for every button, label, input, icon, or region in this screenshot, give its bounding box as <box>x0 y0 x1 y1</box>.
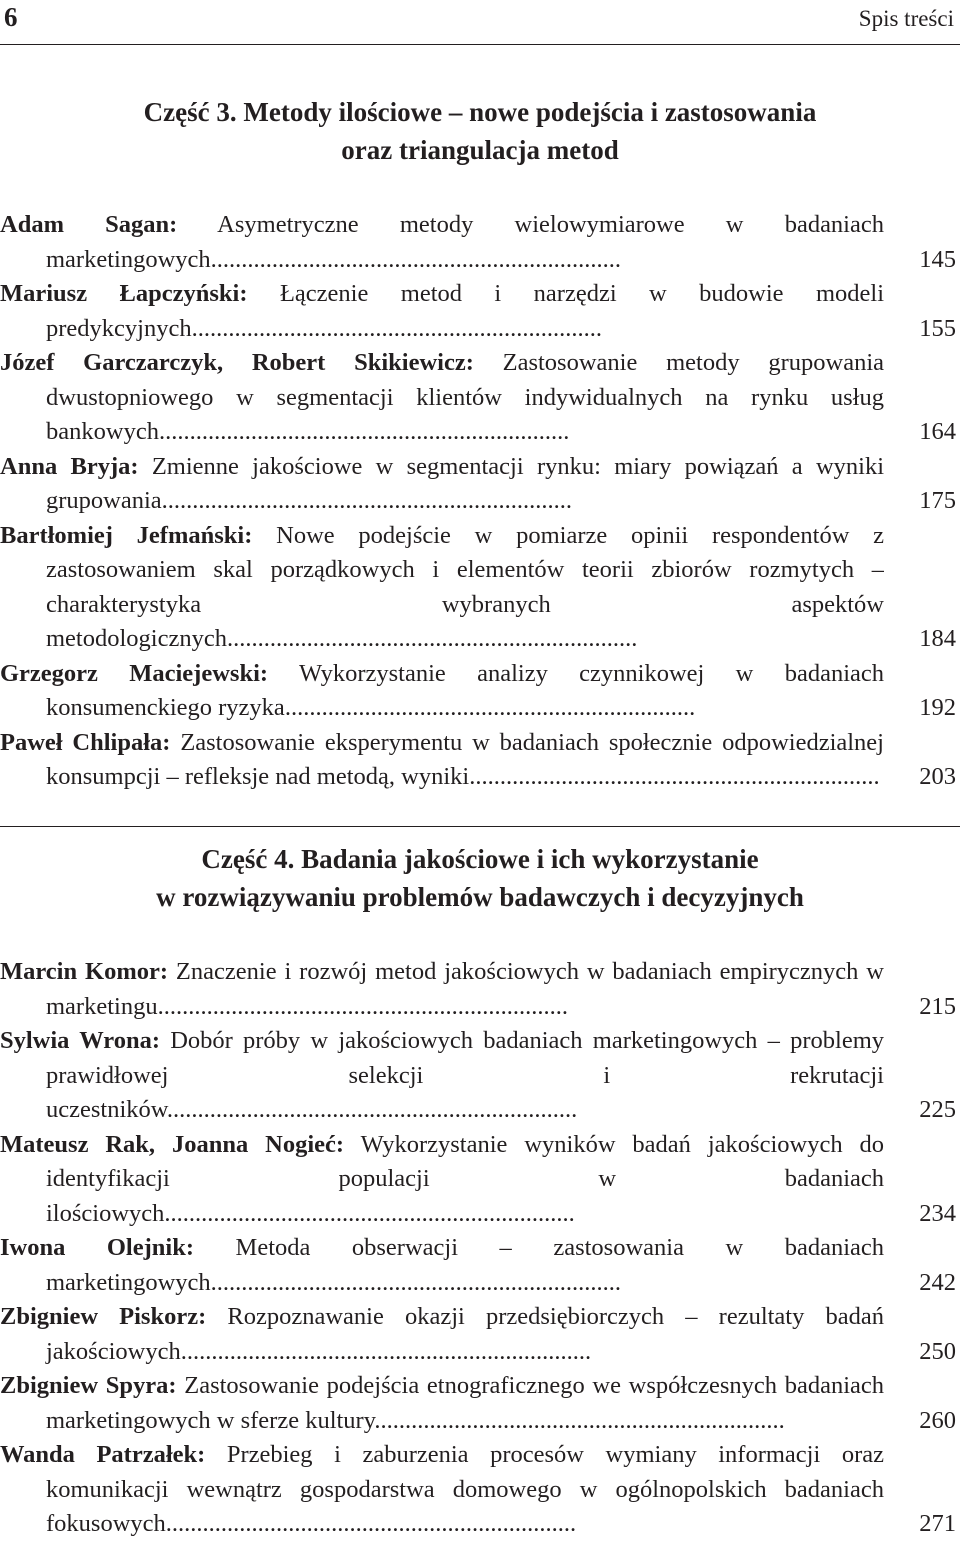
dot-leaders: ................................................................... <box>165 1510 577 1537</box>
entry-page: 145 <box>919 245 956 273</box>
running-head: Spis treści <box>858 6 954 31</box>
part4-heading <box>0 840 960 916</box>
entry-page: 225 <box>919 1096 956 1123</box>
entry-title: Zmienne jakościowe w segmentacji rynku: miary powiązań a wyniki grupowania <box>46 452 884 514</box>
toc-entry[interactable] <box>0 1128 960 1232</box>
entry-author: Iwona Olejnik: <box>0 1234 194 1261</box>
entry-author: Anna Bryja: <box>0 452 139 480</box>
entry-title: Zastosowanie eksperymentu w badaniach społecznie odpowiedzialnej konsumpcji – refleksje nad metodą, wyniki <box>46 728 884 790</box>
entry-author: Adam Sagan: <box>0 211 178 238</box>
header-rule <box>0 44 960 45</box>
entry-title: Znaczenie i rozwój metod jakościowych w badaniach empirycznych w marketingu <box>46 958 884 1020</box>
entry-page: 234 <box>919 1199 956 1227</box>
dot-leaders: ................................................................... <box>180 1337 592 1365</box>
part3-title-line1: Część 3. Metody ilościowe – nowe podejścia i zastosowania <box>143 97 817 127</box>
toc-entry[interactable] <box>0 1369 960 1438</box>
part3-toc <box>0 208 960 795</box>
toc-entry[interactable] <box>0 1300 960 1369</box>
entry-title: Asymetryczne metody wielowymiarowe w badaniach marketingowych <box>46 211 884 273</box>
part4-toc <box>0 955 960 1542</box>
part3-title <box>0 93 960 169</box>
toc-entry[interactable] <box>0 208 960 277</box>
entry-page: 164 <box>919 418 956 445</box>
entry-title: Wykorzystanie wyników badań jakościowych do identyfikacji populacji w badaniach ilościowych <box>46 1130 884 1227</box>
entry-page: 250 <box>919 1337 956 1365</box>
toc-entry[interactable] <box>0 657 960 726</box>
page-number: 6 <box>4 2 18 32</box>
section-rule <box>0 826 960 827</box>
entry-title: Dobór próby w jakościowych badaniach marketingowych – problemy prawidłowej selekcji i rekrutacji uczestników <box>46 1027 884 1123</box>
dot-leaders: ................................................................... <box>161 487 573 514</box>
entry-author: Zbigniew Spyra: <box>0 1372 177 1399</box>
part4-title-line2: w rozwiązywaniu problemów badawczych i decyzyjnych <box>156 882 804 912</box>
entry-title: Łączenie metod i narzędzi w budowie modeli predykcyjnych <box>46 280 884 342</box>
entry-page: 260 <box>919 1406 956 1434</box>
toc-entry[interactable] <box>0 1024 960 1128</box>
entry-author: Sylwia Wrona: <box>0 1027 160 1054</box>
entry-title: Rozpoznawanie okazji przedsiębiorczych – rezultaty badań jakościowych <box>46 1303 884 1365</box>
entry-author: Bartłomiej Jefmański: <box>0 521 253 549</box>
toc-entry[interactable] <box>0 955 960 1024</box>
dot-leaders: ................................................................... <box>374 1406 785 1434</box>
entry-title: Przebieg i zaburzenia procesów wymiany informacji oraz komunikacji wewnątrz gospodarstwa domowego w ogólnopolskich badaniach fokusowych <box>46 1441 884 1537</box>
dot-leaders: ................................................................... <box>210 245 622 273</box>
entry-title: Nowe podejście w pomiarze opinii respondentów z zastosowaniem skal porządkowych i elementów teorii zbiorów rozmytych – charakterystyka wybranych aspektów metodologicznych <box>46 521 884 652</box>
page-header <box>0 0 960 44</box>
dot-leaders: ................................................................... <box>191 314 602 342</box>
entry-title: Metoda obserwacji – zastosowania w badaniach marketingowych <box>46 1234 884 1296</box>
dot-leaders: ................................................................... <box>469 763 880 790</box>
toc-entry[interactable] <box>0 346 960 450</box>
entry-author: Mateusz Rak, Joanna Nogieć: <box>0 1130 345 1158</box>
entry-title: Wykorzystanie analizy czynnikowej w badaniach konsumenckiego ryzyka <box>46 659 884 721</box>
entry-author: Józef Garczarczyk, Robert Skikiewicz: <box>0 349 474 376</box>
entry-page: 215 <box>919 992 956 1020</box>
part4-title <box>0 840 960 916</box>
entry-author: Paweł Chlipała: <box>0 728 171 756</box>
entry-author: Marcin Komor: <box>0 958 169 985</box>
part4-title-line1: Część 4. Badania jakościowe i ich wykorzystanie <box>201 844 759 874</box>
dot-leaders: ................................................................... <box>166 1096 578 1123</box>
toc-entry[interactable] <box>0 277 960 346</box>
toc-entry[interactable] <box>0 1438 960 1542</box>
entry-page: 155 <box>919 314 956 342</box>
entry-author: Mariusz Łapczyński: <box>0 280 248 307</box>
entry-title: Zastosowanie podejścia etnograficznego we współczesnych badaniach marketingowych w sferze kultury <box>46 1372 884 1434</box>
part3-heading <box>0 93 960 169</box>
dot-leaders: ................................................................... <box>164 1199 575 1227</box>
entry-page: 175 <box>919 487 956 514</box>
entry-author: Grzegorz Maciejewski: <box>0 659 269 687</box>
dot-leaders: ................................................................... <box>226 625 638 652</box>
dot-leaders: ................................................................... <box>210 1268 622 1296</box>
toc-entry[interactable] <box>0 726 960 795</box>
entry-page: 242 <box>919 1268 956 1296</box>
entry-page: 192 <box>919 694 956 721</box>
dot-leaders: ................................................................... <box>157 992 568 1020</box>
dot-leaders: ................................................................... <box>284 694 696 721</box>
toc-entry[interactable] <box>0 519 960 657</box>
part3-title-line2: oraz triangulacja metod <box>341 135 619 165</box>
entry-page: 184 <box>919 625 956 652</box>
entry-page: 271 <box>919 1510 956 1537</box>
entry-title: Zastosowanie metody grupowania dwustopniowego w segmentacji klientów indywidualnych na rynku usług bankowych <box>46 349 884 445</box>
entry-author: Zbigniew Piskorz: <box>0 1303 207 1330</box>
entry-author: Wanda Patrzałek: <box>0 1441 206 1468</box>
entry-page: 203 <box>919 763 956 790</box>
dot-leaders: ................................................................... <box>158 418 570 445</box>
toc-entry[interactable] <box>0 450 960 519</box>
toc-entry[interactable] <box>0 1231 960 1300</box>
